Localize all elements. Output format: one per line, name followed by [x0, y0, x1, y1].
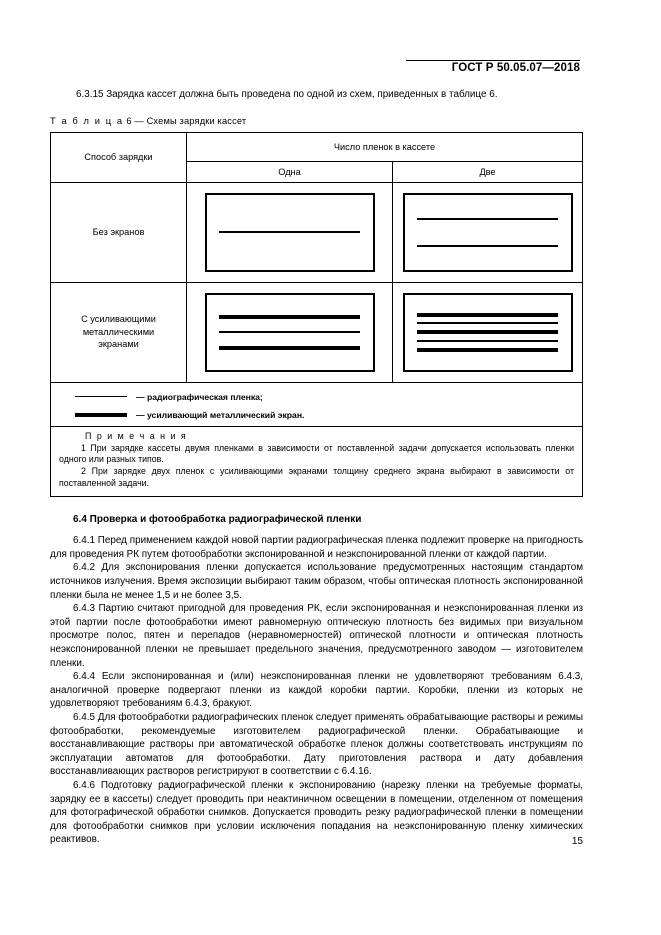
- row-label-line-1: С усиливающими: [81, 314, 156, 325]
- page-number: 15: [571, 836, 583, 847]
- table-header-row: [51, 132, 583, 161]
- section-body: [50, 534, 583, 847]
- film-line: [417, 218, 558, 220]
- section-title-6-4: 6.4 Проверка и фотообработка радиографической пленки: [73, 514, 362, 526]
- paragraph-6-3-15: 6.3.15 Зарядка кассет должна быть проведена по одной из схем, приведенных в таблице 6.: [76, 89, 498, 100]
- film-line: [417, 245, 558, 247]
- film-line: [417, 340, 558, 342]
- note-item: 2 При зарядке двух пленок с усиливающими экранами толщину среднего экрана выбирают в зависимости от поставленной задачи.: [59, 466, 574, 488]
- film-line: [219, 331, 360, 333]
- paragraph-6-4-1: 6.4.1 Перед применением каждой новой партии радиографическая пленка подлежит проверке на пригодность для проведения РК путем фотообработки экспонированной и неэкспонированной пленки от каждой партии.: [50, 535, 583, 560]
- legend-container: [51, 382, 583, 426]
- thin-line-icon: [75, 396, 127, 398]
- paragraph-6-4-3: 6.4.3 Партию считают пригодной для проведения РК, если экспонированная и неэкспонированная пленки из этой партии после фотообработки имеют равномерную оптическую плотность без видимых при визуальном просмотре полос, пятен и перепадов (неравномерностей) оптической плотности и оптическая плотность неэкспонированной пленки не превышает предельного значения, предусмотренного заводом — изготовителем пленки.: [50, 603, 583, 669]
- diagram-no-screens-two-films: [393, 182, 583, 282]
- page-content: [50, 88, 583, 847]
- paragraph-6-4-5: 6.4.5 Для фотообработки радиографических пленок следует применять обрабатывающие растворы и режимы фотообработки, рекомендуемые изготовителем радиографической пленки. Обрабатывающие и восстанавливающие растворы при автоматической обработке пленок должны соответствовать инструкциям по эксплуатации автоматов для фотообработки. Дату приготовления раствора и дату добавления восстанавливающих растворов регистрируют в соответствии с 6.4.16.: [50, 711, 583, 778]
- screen-line: [417, 330, 558, 334]
- screen-line: [417, 348, 558, 352]
- cassette-outline: [403, 193, 573, 272]
- legend-item-screen: [75, 410, 582, 420]
- table-legend-row: [51, 382, 583, 426]
- header-two-films: Две: [393, 161, 583, 182]
- table-caption-number: 6: [126, 115, 132, 126]
- table-caption: [50, 116, 583, 126]
- row-label-line-3: экранами: [98, 339, 139, 350]
- header-rule: [406, 60, 580, 61]
- document-standard-number: ГОСТ Р 50.05.07—2018: [451, 62, 580, 74]
- paragraph-6-4-2: 6.4.2 Для экспонирования пленки допускается использование предусмотренных настоящим стандартом источников излучения. Время экспозиции выбирают таким образом, чтобы оптическая плотность экспонированной пленки была не менее 1,5 и не более 3,5.: [50, 562, 583, 601]
- film-line: [417, 322, 558, 324]
- notes-title: П р и м е ч а н и я: [85, 430, 188, 441]
- film-line: [219, 231, 360, 233]
- row-label-with-screens: [51, 282, 187, 382]
- diagram-no-screens-one-film: [187, 182, 393, 282]
- table-notes-row: [51, 426, 583, 497]
- row-label-no-screens: Без экранов: [51, 182, 187, 282]
- screen-line: [417, 313, 558, 317]
- note-item: 1 При зарядке кассеты двумя пленками в зависимости от поставленной задачи допускается использовать пленки одного или разных типов.: [59, 442, 574, 464]
- header-films-group: Число пленок в кассете: [187, 132, 583, 161]
- legend-label-screen: — усиливающий металлический экран.: [136, 409, 305, 420]
- screen-line: [219, 315, 360, 319]
- table-caption-title: — Схемы зарядки кассет: [134, 115, 247, 126]
- notes-container: [51, 426, 583, 497]
- diagram-with-screens-two-films: [393, 282, 583, 382]
- table-caption-label: Т а б л и ц а: [50, 115, 124, 126]
- legend-item-film: [75, 392, 582, 402]
- cassette-outline: [205, 193, 375, 272]
- cassette-outline: [403, 293, 573, 372]
- paragraph-6-4-4: 6.4.4 Если экспонированная и (или) неэкспонированная пленки не удовлетворяют требованиям 6.4.3, аналогичной проверке подвергают пленки из каждой коробки партии. Коробки, пленки из которых не удовлетворяют требованиям 6.4.3, бракуют.: [50, 671, 583, 710]
- header-method: Способ зарядки: [51, 132, 187, 182]
- row-label-line-2: металлическими: [82, 326, 155, 337]
- screen-line: [219, 346, 360, 350]
- table-row-no-screens: [51, 182, 583, 282]
- diagram-with-screens-one-film: [187, 282, 393, 382]
- paragraph-6-4-6: 6.4.6 Подготовку радиографической пленки к экспонированию (нарезку пленки на требуемые форматы, зарядку ее в кассеты) следует проводить при неактиничном освещении в помещении, отделенном от помещения для фотографической обработки снимков. Допускается проводить резку радиографической пленки в помещении для фотообработки снимков при условии исключения попадания на неэкспонированную пленку химических реактивов.: [50, 779, 583, 846]
- cassette-loading-table: [50, 132, 583, 498]
- legend-label-film: — радиографическая пленка;: [136, 391, 263, 402]
- header-one-film: Одна: [187, 161, 393, 182]
- thick-line-icon: [75, 413, 127, 417]
- table-row-with-screens: [51, 282, 583, 382]
- cassette-outline: [205, 293, 375, 372]
